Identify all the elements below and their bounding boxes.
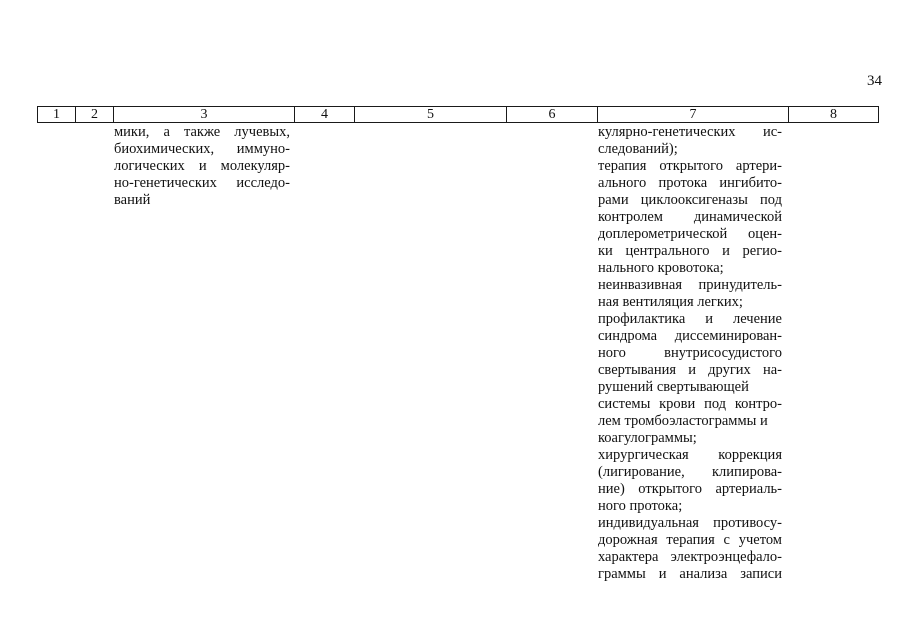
header-cell-2: 2 bbox=[75, 107, 113, 122]
column-7-line: ного внутрисосудистого bbox=[598, 345, 782, 361]
column-7-line: кулярно-генетических ис- bbox=[598, 124, 782, 140]
column-7-line: ного протока; bbox=[598, 498, 683, 514]
header-cell-3: 3 bbox=[113, 107, 294, 122]
column-7-text bbox=[598, 124, 782, 583]
column-3-text bbox=[114, 124, 290, 209]
column-7-line: терапия открытого артери- bbox=[598, 158, 782, 174]
column-7-line: рушений свертывающей bbox=[598, 379, 749, 395]
column-3-line: логических и молекуляр- bbox=[114, 158, 290, 174]
header-cell-8: 8 bbox=[788, 107, 878, 122]
column-7-line: (лигирование, клипирова- bbox=[598, 464, 782, 480]
column-7-line: ние) открытого артериаль- bbox=[598, 481, 782, 497]
column-7-line: нального кровотока; bbox=[598, 260, 724, 276]
column-3-line: мики, а также лучевых, bbox=[114, 124, 290, 140]
column-7-line: рами циклооксигеназы под bbox=[598, 192, 782, 208]
column-7-line: профилактика и лечение bbox=[598, 311, 782, 327]
column-7-line: дорожная терапия с учетом bbox=[598, 532, 782, 548]
column-7-line: хирургическая коррекция bbox=[598, 447, 782, 463]
column-7-line: ки центрального и регио- bbox=[598, 243, 782, 259]
column-7-line: ная вентиляция легких; bbox=[598, 294, 743, 310]
column-3-line: ваний bbox=[114, 192, 151, 208]
column-7-line: системы крови под контро- bbox=[598, 396, 782, 412]
header-cell-5: 5 bbox=[354, 107, 506, 122]
header-cell-7: 7 bbox=[597, 107, 788, 122]
page-number: 34 bbox=[867, 73, 882, 89]
table-header-row bbox=[37, 106, 879, 123]
column-7-line: следований); bbox=[598, 141, 678, 157]
column-7-line: свертывания и других на- bbox=[598, 362, 782, 378]
header-cell-4: 4 bbox=[294, 107, 354, 122]
column-7-line: доплерометрической оцен- bbox=[598, 226, 782, 242]
column-7-line: коагулограммы; bbox=[598, 430, 697, 446]
column-7-line: контролем динамической bbox=[598, 209, 782, 225]
column-7-line: синдрома диссеминирован- bbox=[598, 328, 782, 344]
column-3-line: но-генетических исследо- bbox=[114, 175, 290, 191]
column-7-line: неинвазивная принудитель- bbox=[598, 277, 782, 293]
column-7-line: характера электроэнцефало- bbox=[598, 549, 782, 565]
column-7-line: индивидуальная противосу- bbox=[598, 515, 782, 531]
column-3-line: биохимических, иммуно- bbox=[114, 141, 290, 157]
column-7-line: граммы и анализа записи bbox=[598, 566, 782, 582]
header-cell-6: 6 bbox=[506, 107, 597, 122]
header-cell-1: 1 bbox=[53, 107, 60, 122]
column-7-line: лем тромбоэластограммы и bbox=[598, 413, 768, 429]
column-7-line: ального протока ингибито- bbox=[598, 175, 782, 191]
